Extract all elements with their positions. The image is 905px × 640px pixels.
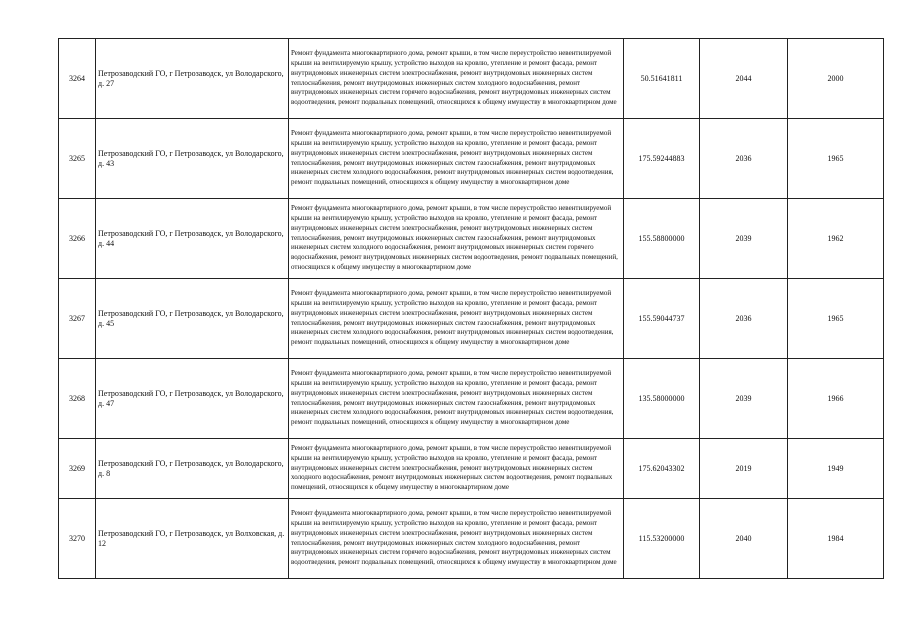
table-row — [59, 499, 884, 579]
build-year-cell: 1965 — [788, 279, 884, 359]
works-cell: Ремонт фундамента многоквартирного дома, ремонт крыши, в том числе переустройство невентилируемой крыши на вентилируемую крышу, устройство выходов на кровлю, утепление и ремонт фасада, ремонт внутридомовых инженерных систем электроснабжения, ремонт внутридомовых инженерных систем теплоснабжения, ремонт внутридомовых инженерных систем газоснабжения, ремонт внутридомовых инженерных систем холодного водоснабжения, ремонт внутридомовых инженерных систем водоотведения, ремонт подвальных помещений, относящихся к общему имуществу в многоквартирном доме — [289, 359, 624, 439]
address-cell: Петрозаводский ГО, г Петрозаводск, ул Володарского, д. 27 — [96, 39, 289, 119]
table-row — [59, 359, 884, 439]
planned-year-cell: 2019 — [700, 439, 788, 499]
address-cell: Петрозаводский ГО, г Петрозаводск, ул Володарского, д. 47 — [96, 359, 289, 439]
build-year-cell: 1962 — [788, 199, 884, 279]
table-row — [59, 39, 884, 119]
build-year-cell: 1949 — [788, 439, 884, 499]
row-number: 3268 — [59, 359, 96, 439]
works-cell: Ремонт фундамента многоквартирного дома, ремонт крыши, в том числе переустройство невентилируемой крыши на вентилируемую крышу, устройство выходов на кровлю, утепление и ремонт фасада, ремонт внутридомовых инженерных систем электроснабжения, ремонт внутридомовых инженерных систем теплоснабжения, ремонт внутридомовых инженерных систем холодного водоснабжения, ремонт внутридомовых инженерных систем горячего водоснабжения, ремонт внутридомовых инженерных систем водоотведения, ремонт подвальных помещений, относящихся к общему имуществу в многоквартирном доме — [289, 499, 624, 579]
works-cell: Ремонт фундамента многоквартирного дома, ремонт крыши, в том числе переустройство невентилируемой крыши на вентилируемую крышу, устройство выходов на кровлю, утепление и ремонт фасада, ремонт внутридомовых инженерных систем электроснабжения, ремонт внутридомовых инженерных систем теплоснабжения, ремонт внутридомовых инженерных систем газоснабжения, ремонт внутридомовых инженерных систем холодного водоснабжения, ремонт внутридомовых инженерных систем горячего водоснабжения, ремонт внутридомовых инженерных систем водоотведения, ремонт подвальных помещений, относящихся к общему имуществу в многоквартирном доме — [289, 199, 624, 279]
address-cell: Петрозаводский ГО, г Петрозаводск, ул Володарского, д. 45 — [96, 279, 289, 359]
address-cell: Петрозаводский ГО, г Петрозаводск, ул Волховская, д. 12 — [96, 499, 289, 579]
row-number: 3269 — [59, 439, 96, 499]
cost-cell: 175.59244883 — [624, 119, 700, 199]
row-number: 3265 — [59, 119, 96, 199]
cost-cell: 115.53200000 — [624, 499, 700, 579]
planned-year-cell: 2036 — [700, 279, 788, 359]
works-cell: Ремонт фундамента многоквартирного дома, ремонт крыши, в том числе переустройство невентилируемой крыши на вентилируемую крышу, устройство выходов на кровлю, утепление и ремонт фасада, ремонт внутридомовых инженерных систем электроснабжения, ремонт внутридомовых инженерных систем холодного водоснабжения, ремонт внутридомовых инженерных систем водоотведения, ремонт подвальных помещений, относящихся к общему имуществу в многоквартирном доме — [289, 439, 624, 499]
row-number: 3266 — [59, 199, 96, 279]
planned-year-cell: 2036 — [700, 119, 788, 199]
cost-cell: 155.58800000 — [624, 199, 700, 279]
build-year-cell: 2000 — [788, 39, 884, 119]
works-cell: Ремонт фундамента многоквартирного дома, ремонт крыши, в том числе переустройство невентилируемой крыши на вентилируемую крышу, устройство выходов на кровлю, утепление и ремонт фасада, ремонт внутридомовых инженерных систем электроснабжения, ремонт внутридомовых инженерных систем теплоснабжения, ремонт внутридомовых инженерных систем газоснабжения, ремонт внутридомовых инженерных систем холодного водоснабжения, ремонт внутридомовых инженерных систем водоотведения, ремонт подвальных помещений, относящихся к общему имуществу в многоквартирном доме — [289, 279, 624, 359]
planned-year-cell: 2039 — [700, 199, 788, 279]
row-number: 3267 — [59, 279, 96, 359]
build-year-cell: 1965 — [788, 119, 884, 199]
cost-cell: 50.51641811 — [624, 39, 700, 119]
address-cell: Петрозаводский ГО, г Петрозаводск, ул Володарского, д. 44 — [96, 199, 289, 279]
works-cell: Ремонт фундамента многоквартирного дома, ремонт крыши, в том числе переустройство невентилируемой крыши на вентилируемую крышу, устройство выходов на кровлю, утепление и ремонт фасада, ремонт внутридомовых инженерных систем электроснабжения, ремонт внутридомовых инженерных систем теплоснабжения, ремонт внутридомовых инженерных систем газоснабжения, ремонт внутридомовых инженерных систем холодного водоснабжения, ремонт внутридомовых инженерных систем водоотведения, ремонт подвальных помещений, относящихся к общему имуществу в многоквартирном доме — [289, 119, 624, 199]
table-row — [59, 119, 884, 199]
planned-year-cell: 2044 — [700, 39, 788, 119]
table-row — [59, 279, 884, 359]
capital-repair-table — [58, 38, 884, 579]
table-row — [59, 199, 884, 279]
cost-cell: 135.58000000 — [624, 359, 700, 439]
planned-year-cell: 2040 — [700, 499, 788, 579]
planned-year-cell: 2039 — [700, 359, 788, 439]
address-cell: Петрозаводский ГО, г Петрозаводск, ул Володарского, д. 8 — [96, 439, 289, 499]
build-year-cell: 1966 — [788, 359, 884, 439]
row-number: 3264 — [59, 39, 96, 119]
works-cell: Ремонт фундамента многоквартирного дома, ремонт крыши, в том числе переустройство невентилируемой крыши на вентилируемую крышу, устройство выходов на кровлю, утепление и ремонт фасада, ремонт внутридомовых инженерных систем электроснабжения, ремонт внутридомовых инженерных систем теплоснабжения, ремонт внутридомовых инженерных систем холодного водоснабжения, ремонт внутридомовых инженерных систем горячего водоснабжения, ремонт внутридомовых инженерных систем водоотведения, ремонт подвальных помещений, относящихся к общему имуществу в многоквартирном доме — [289, 39, 624, 119]
cost-cell: 155.59044737 — [624, 279, 700, 359]
cost-cell: 175.62043302 — [624, 439, 700, 499]
row-number: 3270 — [59, 499, 96, 579]
build-year-cell: 1984 — [788, 499, 884, 579]
table-row — [59, 439, 884, 499]
address-cell: Петрозаводский ГО, г Петрозаводск, ул Володарского, д. 43 — [96, 119, 289, 199]
